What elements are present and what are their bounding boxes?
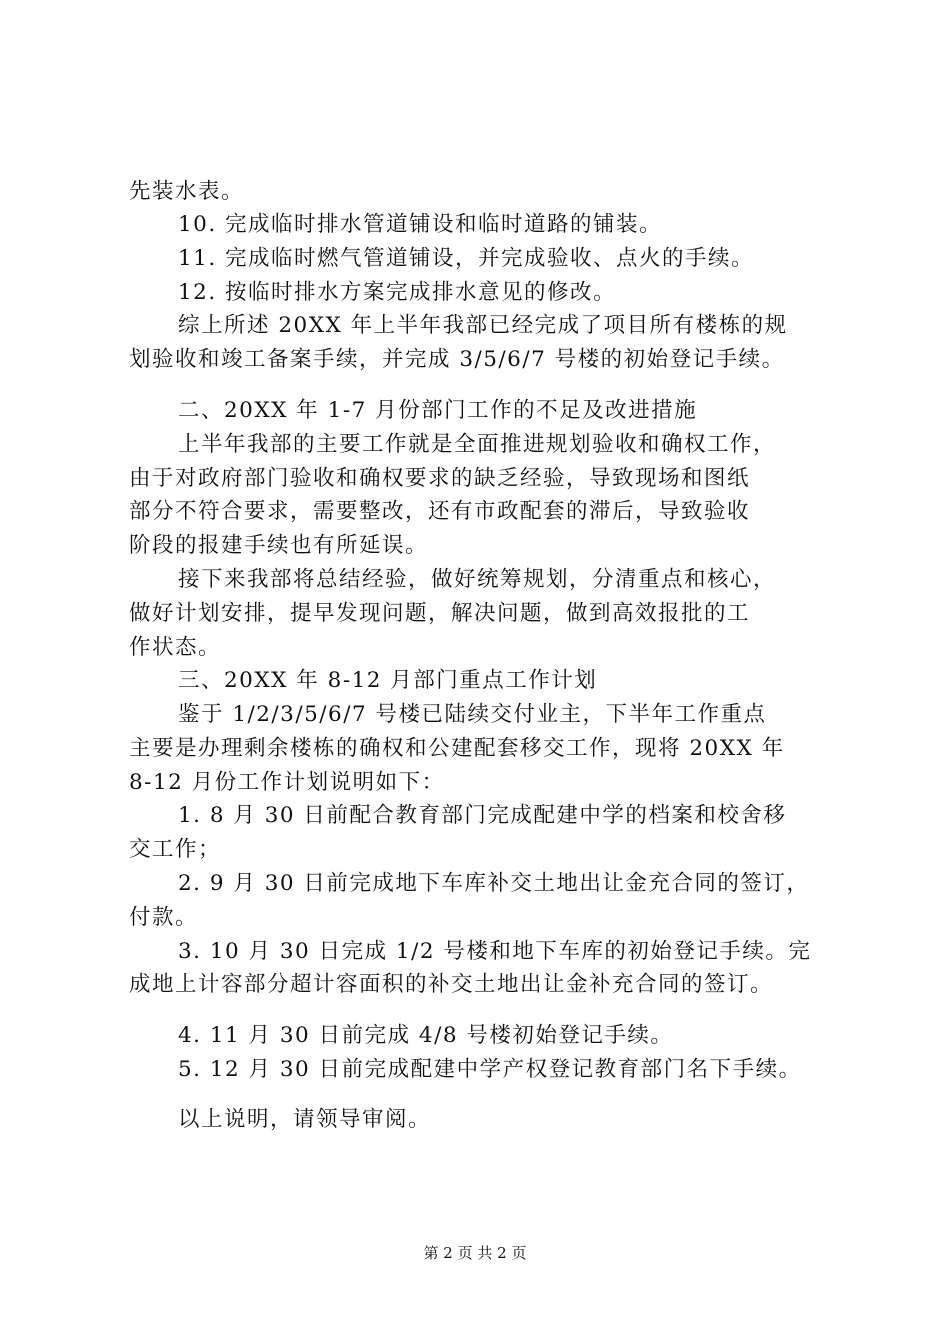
list-item: 1. 8 月 30 日前配合教育部门完成配建中学的档案和校舍移 (178, 803, 787, 828)
list-item: 3. 10 月 30 日完成 1/2 号楼和地下车库的初始登记手续。完 (178, 939, 812, 964)
list-item: 2. 9 月 30 日前完成地下车库补交土地出让金充合同的签订， (178, 871, 810, 896)
section-heading: 三、20XX 年 8-12 月部门重点工作计划 (178, 668, 598, 693)
list-item: 付款。 (129, 905, 199, 930)
paragraph-line: 阶段的报建手续也有所延误。 (129, 533, 429, 558)
list-item: 4. 11 月 30 日前完成 4/8 号楼初始登记手续。 (178, 1023, 674, 1048)
paragraph-line: 由于对政府部门验收和确权要求的缺乏经验，导致现场和图纸 (129, 466, 751, 491)
paragraph-line: 8-12 月份工作计划说明如下： (129, 770, 445, 795)
list-item: 5. 12 月 30 日前完成配建中学产权登记教育部门名下手续。 (178, 1057, 802, 1082)
paragraph-line: 接下来我部将总结经验，做好统筹规划，分清重点和核心， (178, 567, 777, 592)
list-item: 成地上计容部分超计容面积的补交土地出让金补充合同的签订。 (129, 972, 774, 997)
list-item: 12. 按临时排水方案完成排水意见的修改。 (178, 280, 617, 305)
list-item: 10. 完成临时排水管道铺设和临时道路的铺装。 (178, 212, 663, 237)
paragraph-line: 部分不符合要求，需要整改，还有市政配套的滞后，导致验收 (129, 499, 751, 524)
section-heading: 二、20XX 年 1-7 月份部门工作的不足及改进措施 (178, 398, 698, 423)
closing-line: 以上说明，请领导审阅。 (178, 1107, 432, 1132)
paragraph-line: 鉴于 1/2/3/5/6/7 号楼已陆续交付业主，下半年工作重点 (178, 702, 767, 727)
paragraph-line: 做好计划安排，提早发现问题，解决问题，做到高效报批的工 (129, 601, 751, 626)
text-line: 先装水表。 (129, 179, 245, 204)
paragraph-line: 上半年我部的主要工作就是全面推进规划验收和确权工作， (178, 432, 777, 457)
paragraph-line: 综上所述 20XX 年上半年我部已经完成了项目所有楼栋的规 (178, 313, 788, 338)
list-item: 11. 完成临时燃气管道铺设，并完成验收、点火的手续。 (178, 246, 755, 271)
page-footer: 第 2 页 共 2 页 (423, 1244, 527, 1262)
paragraph-line: 作状态。 (129, 635, 222, 660)
paragraph-line: 划验收和竣工备案手续，并完成 3/5/6/7 号楼的初始登记手续。 (129, 347, 785, 372)
list-item: 交工作； (129, 837, 222, 862)
paragraph-line: 主要是办理剩余楼栋的确权和公建配套移交工作，现将 20XX 年 (129, 736, 785, 761)
